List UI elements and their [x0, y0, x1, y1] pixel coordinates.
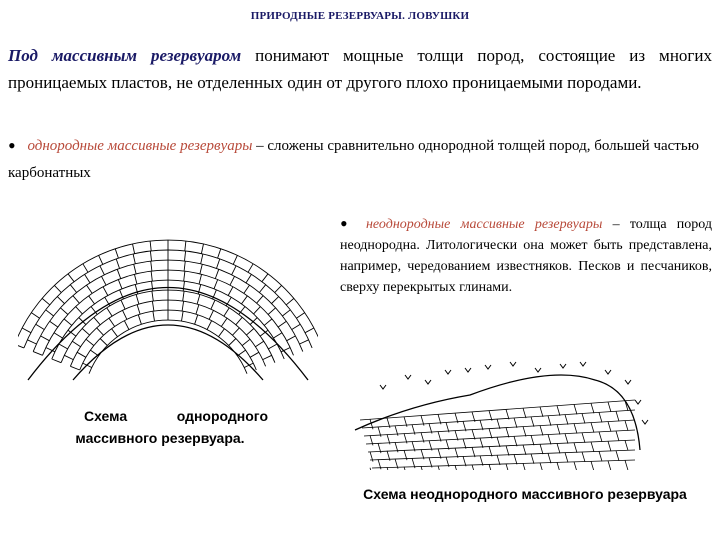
- bullet-dot-icon: •: [340, 211, 348, 236]
- intro-paragraph: [8, 42, 712, 96]
- intro-term: Под массивным резервуаром: [8, 46, 242, 65]
- heterogeneous-reservoir-diagram: [350, 360, 650, 470]
- bullet-homogeneous: [8, 132, 712, 187]
- bullet-text: – сложены сравнительно однородной толщей пород, большей частью карбонатных: [8, 138, 699, 181]
- bullet-dot-icon: •: [8, 133, 16, 158]
- intro-text: понимают мощные толщи пород, состоящие из многих проницаемых пластов, не отделенных один от другого плохо проницаемыми породами.: [8, 46, 712, 92]
- homogeneous-reservoir-diagram: [18, 230, 318, 390]
- page-title: ПРИРОДНЫЕ РЕЗЕРВУАРЫ. ЛОВУШКИ: [250, 10, 470, 22]
- caption-line-1: Схема однородного: [84, 408, 268, 424]
- caption-line-2: массивного резервуара.: [75, 430, 245, 446]
- caption-heterogeneous: Схема неоднородного массивного резервуара: [363, 486, 687, 502]
- bullet-text: – толща пород неоднородна. Литологически она может быть представлена, например, чередованием известняков. Песков и песчаников, сверху перекрытых глинами.: [340, 217, 712, 295]
- bullet-term: однородные массивные резервуары: [27, 138, 253, 154]
- caption-homogeneous: [40, 405, 280, 449]
- bullet-term: неоднородные массивные резервуары: [365, 217, 603, 232]
- bullet-heterogeneous: [340, 213, 712, 298]
